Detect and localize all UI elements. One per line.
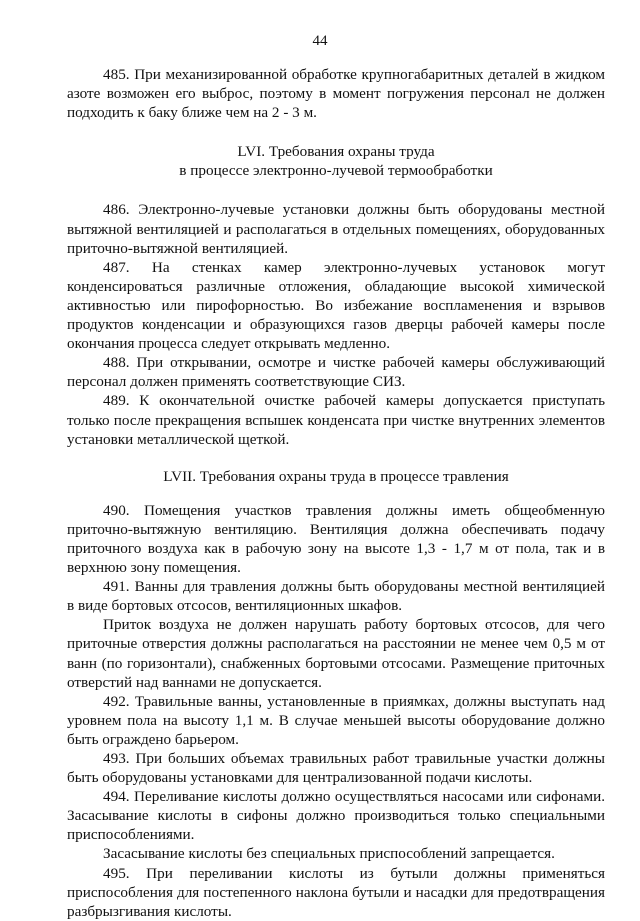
paragraph-491-cont: Приток воздуха не должен нарушать работу бортовых отсосов, для чего приточные отверстия должны располагаться на расстоянии не менее чем 0,5 м от ванн (по горизонтали), снабженных бортовыми отсосами. Размещение приточных отверстий над ваннами не допускается. — [67, 616, 605, 691]
section-56-title-line1: LVI. Требования охраны труда — [237, 143, 435, 161]
paragraph-485: 485. При механизированной обработке крупногабаритных деталей в жидком азоте возможен его выброс, поэтому в момент погружения персонал не должен подходить к баку ближе чем на 2 - 3 м. — [67, 66, 605, 122]
paragraph-489: 489. К окончательной очистке рабочей камеры допускается приступать только после прекращения вспышек конденсата при чистке внутренних элементов установки металлической щеткой. — [67, 392, 605, 448]
page-number: 44 — [312, 33, 328, 49]
paragraph-491: 491. Ванны для травления должны быть оборудованы местной вентиляцией в виде бортовых отсосов, вентиляционных шкафов. — [67, 578, 605, 615]
paragraph-486: 486. Электронно-лучевые установки должны быть оборудованы местной вытяжной вентиляцией и располагаться в отдельных помещениях, оборудованных приточно-вытяжной вентиляцией. — [67, 201, 605, 257]
section-57-title: LVII. Требования охраны труда в процессе травления — [163, 467, 509, 485]
section-56-title-line2: в процессе электронно-лучевой термообработки — [179, 162, 493, 180]
paragraph-488: 488. При открывании, осмотре и чистке рабочей камеры обслуживающий персонал должен применять соответствующие СИЗ. — [67, 354, 605, 391]
paragraph-487: 487. На стенках камер электронно-лучевых установок могут конденсироваться различные отложения, обладающие высокой химической активностью или пирофорностью. Во избежание воспламенения и взрывов продуктов конденсации и образующихся газов дверцы рабочей камеры после окончания процесса следует открывать медленно. — [67, 258, 605, 353]
spacer — [67, 122, 605, 142]
spacer — [67, 180, 605, 200]
paragraph-493: 493. При больших объемах травильных работ травильные участки должны быть оборудованы установками для централизованной подачи кислоты. — [67, 750, 605, 787]
paragraph-490: 490. Помещения участков травления должны иметь общеобменную приточно-вытяжную вентиляцию. Вентиляция должна обеспечивать подачу приточного воздуха как в рабочую зону на высоте 1,3 - 1,7 м от пола, так и в верхнюю зону помещения. — [67, 501, 605, 577]
paragraph-495: 495. При переливании кислоты из бутыли должны применяться приспособления для постепенного наклона бутыли и насадки для предотвращения разбрызгивания кислоты. — [67, 864, 605, 920]
paragraph-494: 494. Переливание кислоты должно осуществляться насосами или сифонами. Засасывание кислоты в сифоны должно производиться только специальными приспособлениями. — [67, 788, 605, 844]
paragraph-492: 492. Травильные ванны, установленные в приямках, должны выступать над уровнем пола на высоту 1,1 м. В случае меньшей высоты оборудование должно быть ограждено барьером. — [67, 692, 605, 748]
document-body — [67, 65, 605, 921]
spacer — [67, 449, 605, 467]
spacer — [67, 486, 605, 501]
paragraph-494-cont: Засасывание кислоты без специальных приспособлений запрещается. — [103, 845, 555, 863]
